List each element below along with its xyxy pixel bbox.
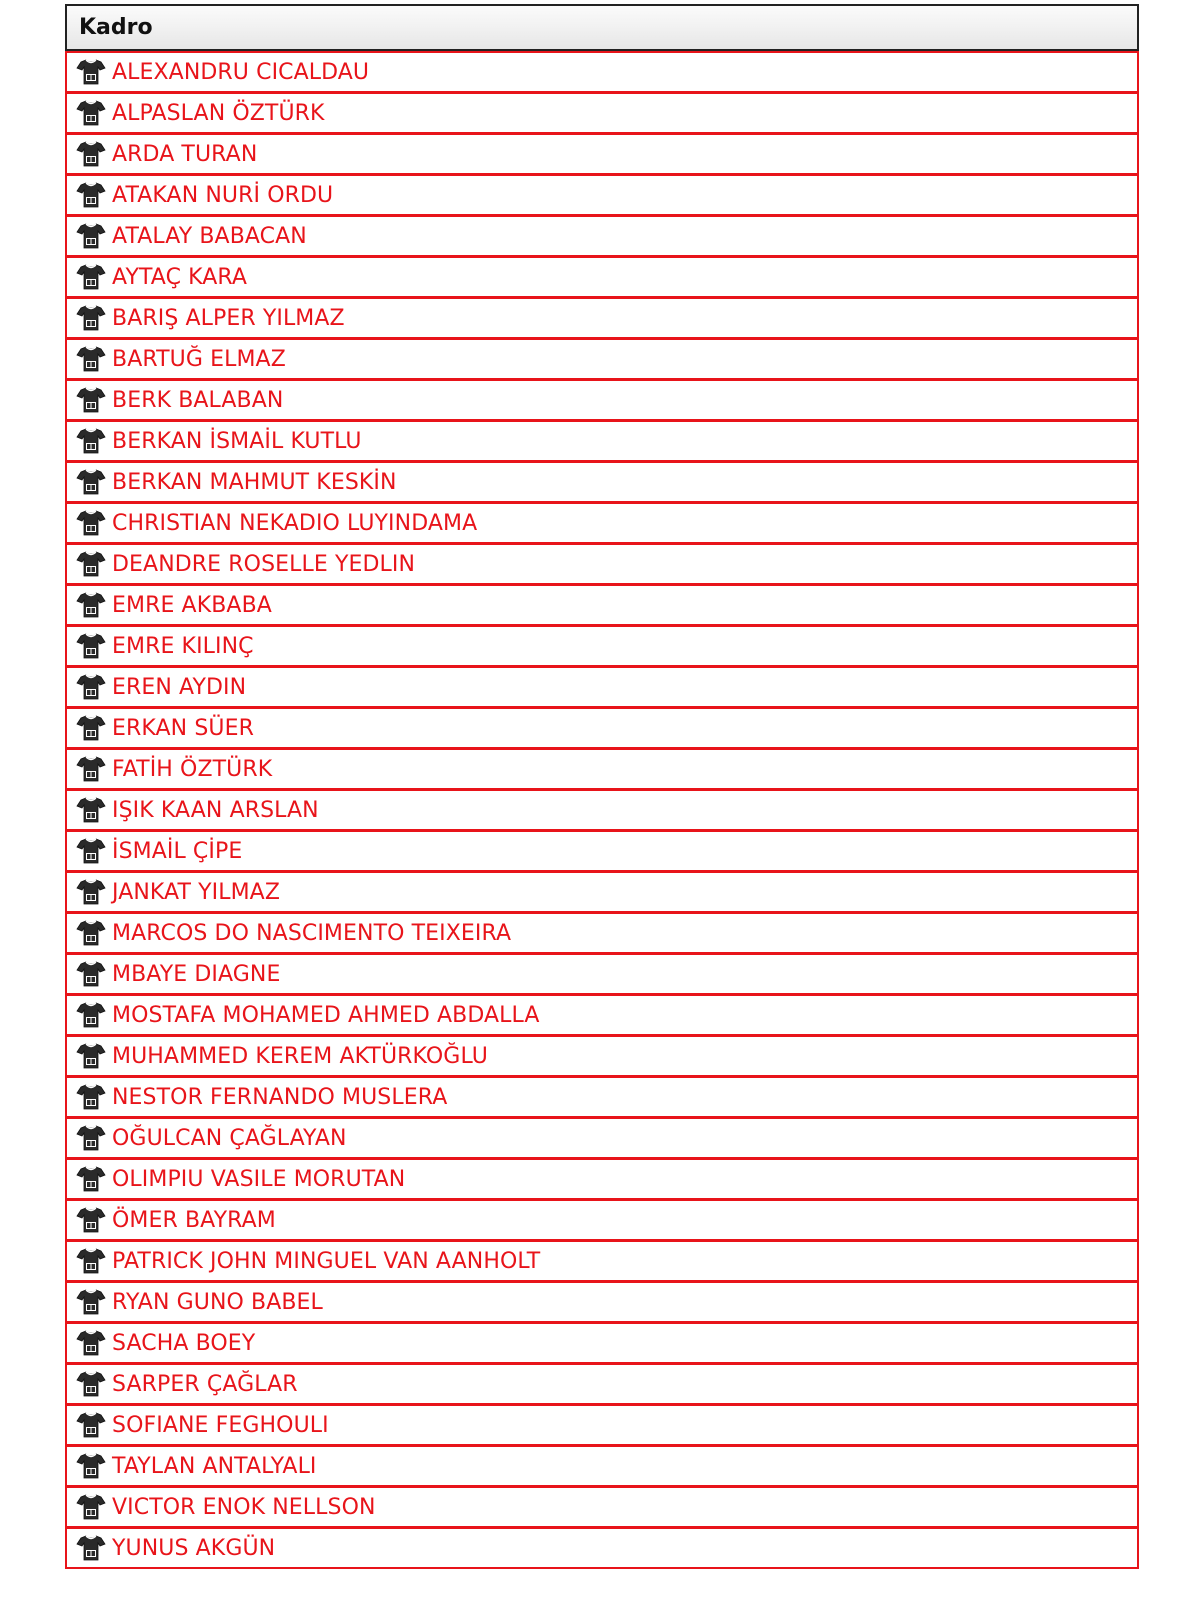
player-name-link[interactable]: ATAKAN NURİ ORDU bbox=[112, 182, 334, 208]
player-name-link[interactable]: OLIMPIU VASILE MORUTAN bbox=[112, 1166, 406, 1192]
jersey-icon bbox=[76, 1082, 106, 1112]
player-row[interactable] bbox=[65, 1322, 1139, 1364]
player-name-link[interactable]: JANKAT YILMAZ bbox=[112, 879, 281, 905]
player-row[interactable] bbox=[65, 1363, 1139, 1405]
jersey-icon bbox=[76, 180, 106, 210]
player-name-link[interactable]: VICTOR ENOK NELLSON bbox=[112, 1494, 376, 1520]
player-row[interactable] bbox=[65, 584, 1139, 626]
jersey-icon bbox=[76, 1287, 106, 1317]
player-row[interactable] bbox=[65, 420, 1139, 462]
jersey-icon bbox=[76, 631, 106, 661]
jersey-icon bbox=[76, 1164, 106, 1194]
jersey-icon bbox=[76, 959, 106, 989]
jersey-icon bbox=[76, 262, 106, 292]
player-row[interactable] bbox=[65, 830, 1139, 872]
player-row[interactable] bbox=[65, 871, 1139, 913]
jersey-icon bbox=[76, 918, 106, 948]
player-name-link[interactable]: EREN AYDIN bbox=[112, 674, 247, 700]
player-row[interactable] bbox=[65, 994, 1139, 1036]
jersey-icon bbox=[76, 1123, 106, 1153]
player-name-link[interactable]: ARDA TURAN bbox=[112, 141, 258, 167]
jersey-icon bbox=[76, 1533, 106, 1563]
player-row[interactable] bbox=[65, 51, 1139, 93]
jersey-icon bbox=[76, 713, 106, 743]
player-name-link[interactable]: TAYLAN ANTALYALI bbox=[112, 1453, 317, 1479]
player-name-link[interactable]: DEANDRE ROSELLE YEDLIN bbox=[112, 551, 416, 577]
jersey-icon bbox=[76, 426, 106, 456]
player-row[interactable] bbox=[65, 666, 1139, 708]
player-name-link[interactable]: YUNUS AKGÜN bbox=[112, 1535, 276, 1561]
player-name-link[interactable]: ALPASLAN ÖZTÜRK bbox=[112, 100, 325, 126]
jersey-icon bbox=[76, 1451, 106, 1481]
player-name-link[interactable]: MUHAMMED KEREM AKTÜRKOĞLU bbox=[112, 1043, 488, 1069]
player-name-link[interactable]: PATRICK JOHN MINGUEL VAN AANHOLT bbox=[112, 1248, 541, 1274]
player-name-link[interactable]: ÖMER BAYRAM bbox=[112, 1207, 276, 1233]
jersey-icon bbox=[76, 590, 106, 620]
jersey-icon bbox=[76, 57, 106, 87]
player-name-link[interactable]: ALEXANDRU CICALDAU bbox=[112, 59, 370, 85]
player-name-link[interactable]: MARCOS DO NASCIMENTO TEIXEIRA bbox=[112, 920, 512, 946]
player-name-link[interactable]: SACHA BOEY bbox=[112, 1330, 256, 1356]
player-name-link[interactable]: BERKAN İSMAİL KUTLU bbox=[112, 428, 362, 454]
player-row[interactable] bbox=[65, 789, 1139, 831]
player-row[interactable] bbox=[65, 461, 1139, 503]
player-row[interactable] bbox=[65, 1158, 1139, 1200]
player-name-link[interactable]: RYAN GUNO BABEL bbox=[112, 1289, 323, 1315]
player-row[interactable] bbox=[65, 748, 1139, 790]
player-name-link[interactable]: İSMAİL ÇİPE bbox=[112, 838, 243, 864]
player-row[interactable] bbox=[65, 338, 1139, 380]
jersey-icon bbox=[76, 221, 106, 251]
jersey-icon bbox=[76, 1410, 106, 1440]
player-row[interactable] bbox=[65, 1486, 1139, 1528]
player-row[interactable] bbox=[65, 543, 1139, 585]
jersey-icon bbox=[76, 344, 106, 374]
player-row[interactable] bbox=[65, 1527, 1139, 1569]
player-row[interactable] bbox=[65, 174, 1139, 216]
player-row[interactable] bbox=[65, 1076, 1139, 1118]
jersey-icon bbox=[76, 754, 106, 784]
player-list bbox=[65, 51, 1139, 1569]
jersey-icon bbox=[76, 139, 106, 169]
player-row[interactable] bbox=[65, 1404, 1139, 1446]
player-name-link[interactable]: EMRE KILINÇ bbox=[112, 633, 254, 659]
player-row[interactable] bbox=[65, 379, 1139, 421]
player-name-link[interactable]: SOFIANE FEGHOULI bbox=[112, 1412, 329, 1438]
jersey-icon bbox=[76, 1000, 106, 1030]
jersey-icon bbox=[76, 467, 106, 497]
player-name-link[interactable]: MOSTAFA MOHAMED AHMED ABDALLA bbox=[112, 1002, 540, 1028]
jersey-icon bbox=[76, 877, 106, 907]
jersey-icon bbox=[76, 303, 106, 333]
player-row[interactable] bbox=[65, 953, 1139, 995]
jersey-icon bbox=[76, 672, 106, 702]
player-name-link[interactable]: IŞIK KAAN ARSLAN bbox=[112, 797, 319, 823]
player-name-link[interactable]: BERK BALABAN bbox=[112, 387, 284, 413]
player-name-link[interactable]: FATİH ÖZTÜRK bbox=[112, 756, 273, 782]
player-row[interactable] bbox=[65, 297, 1139, 339]
squad-header bbox=[65, 4, 1139, 51]
player-name-link[interactable]: SARPER ÇAĞLAR bbox=[112, 1371, 298, 1397]
player-name-link[interactable]: BERKAN MAHMUT KESKİN bbox=[112, 469, 397, 495]
jersey-icon bbox=[76, 1246, 106, 1276]
jersey-icon bbox=[76, 508, 106, 538]
player-row[interactable] bbox=[65, 625, 1139, 667]
jersey-icon bbox=[76, 1369, 106, 1399]
player-name-link[interactable]: BARTUĞ ELMAZ bbox=[112, 346, 286, 372]
player-name-link[interactable]: NESTOR FERNANDO MUSLERA bbox=[112, 1084, 448, 1110]
player-row[interactable] bbox=[65, 1199, 1139, 1241]
jersey-icon bbox=[76, 795, 106, 825]
squad-title: Kadro bbox=[79, 15, 153, 40]
player-row[interactable] bbox=[65, 1035, 1139, 1077]
player-row[interactable] bbox=[65, 1445, 1139, 1487]
jersey-icon bbox=[76, 385, 106, 415]
player-row[interactable] bbox=[65, 256, 1139, 298]
player-name-link[interactable]: ERKAN SÜER bbox=[112, 715, 254, 741]
player-name-link[interactable]: OĞULCAN ÇAĞLAYAN bbox=[112, 1125, 347, 1151]
jersey-icon bbox=[76, 1492, 106, 1522]
player-name-link[interactable]: AYTAÇ KARA bbox=[112, 264, 248, 290]
player-name-link[interactable]: ATALAY BABACAN bbox=[112, 223, 307, 249]
jersey-icon bbox=[76, 836, 106, 866]
player-name-link[interactable]: BARIŞ ALPER YILMAZ bbox=[112, 305, 345, 331]
player-row[interactable] bbox=[65, 707, 1139, 749]
jersey-icon bbox=[76, 549, 106, 579]
player-row[interactable] bbox=[65, 1240, 1139, 1282]
player-name-link[interactable]: EMRE AKBABA bbox=[112, 592, 272, 618]
player-row[interactable] bbox=[65, 1117, 1139, 1159]
jersey-icon bbox=[76, 1041, 106, 1071]
player-row[interactable] bbox=[65, 1281, 1139, 1323]
player-row[interactable] bbox=[65, 133, 1139, 175]
player-name-link[interactable]: CHRISTIAN NEKADIO LUYINDAMA bbox=[112, 510, 478, 536]
player-row[interactable] bbox=[65, 502, 1139, 544]
player-name-link[interactable]: MBAYE DIAGNE bbox=[112, 961, 281, 987]
jersey-icon bbox=[76, 1328, 106, 1358]
player-row[interactable] bbox=[65, 215, 1139, 257]
jersey-icon bbox=[76, 98, 106, 128]
player-row[interactable] bbox=[65, 912, 1139, 954]
player-row[interactable] bbox=[65, 92, 1139, 134]
jersey-icon bbox=[76, 1205, 106, 1235]
squad-panel bbox=[65, 4, 1139, 1569]
